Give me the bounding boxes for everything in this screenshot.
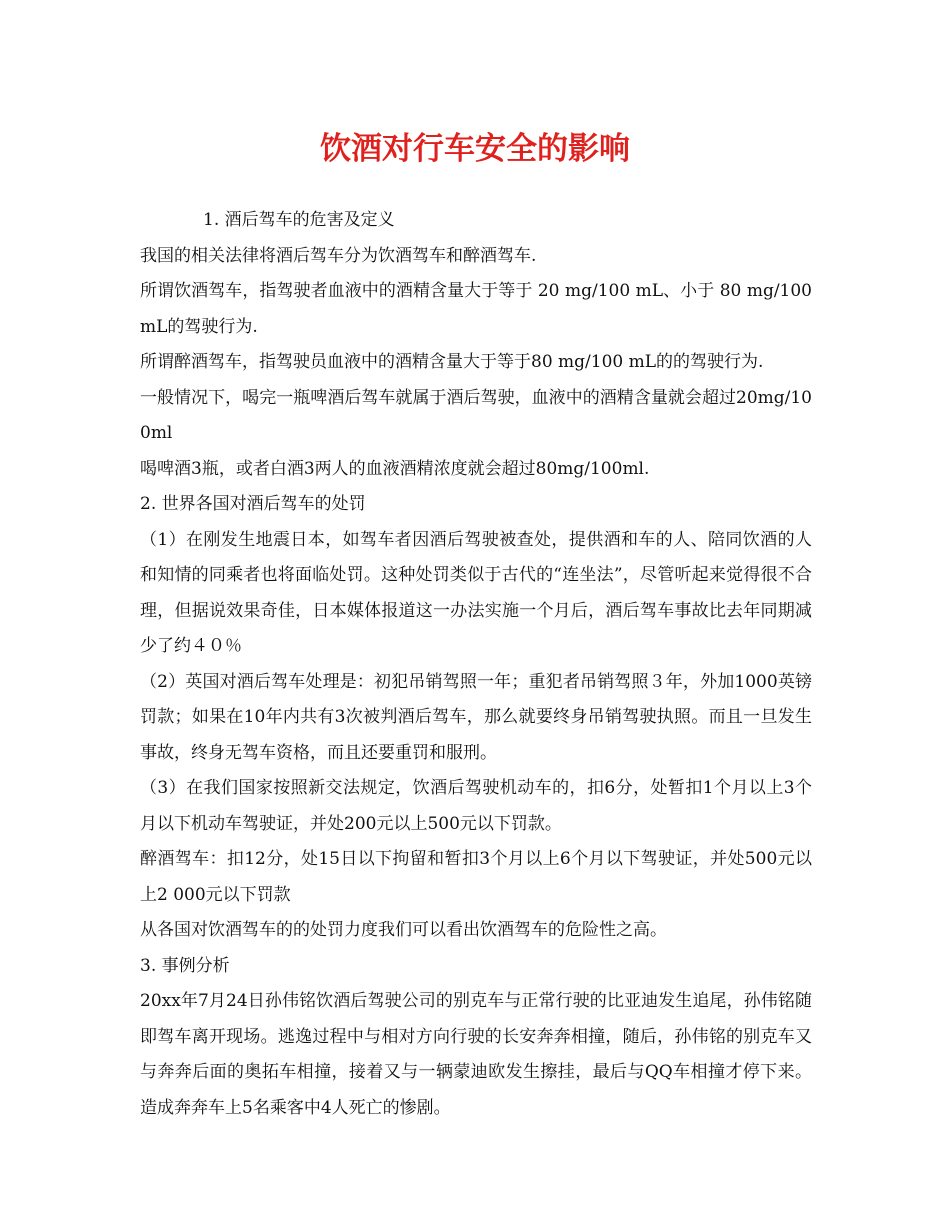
section-heading-2: 2. 世界各国对酒后驾车的处罚 — [140, 494, 366, 514]
paragraph: （1）在刚发生地震日本，如驾车者因酒后驾驶被查处，提供酒和车的人、陪同饮酒的人和知情的同乘者也将面临处罚。这种处罚类似于古代的“连坐法”，尽管听起来觉得很不合理，但据说效果奇佳，日本媒体报道这一办法实施一个月后，酒后驾车事故比去年同期减少了约４０％ — [140, 529, 812, 656]
paragraph: 醉酒驾车：扣12分，处15日以下拘留和暂扣3个月以上6个月以下驾驶证，并处500元以上2 000元以下罚款 — [140, 849, 812, 905]
document-body — [140, 203, 812, 1126]
section-heading-3: 3. 事例分析 — [140, 955, 230, 976]
paragraph: 所谓醉酒驾车，指驾驶员血液中的酒精含量大于等于80 mg/100 mL的的驾驶行为. — [140, 352, 764, 372]
paragraph: 一般情况下，喝完一瓶啤酒后驾车就属于酒后驾驶，血液中的酒精含量就会超过20mg/100ml — [140, 387, 812, 443]
paragraph: 喝啤酒3瓶，或者白酒3两人的血液酒精浓度就会超过80mg/100ml. — [140, 458, 650, 479]
section-heading-1: 1. 酒后驾车的危害及定义 — [203, 210, 395, 230]
document-title: 饮酒对行车安全的影响 — [320, 131, 630, 167]
paragraph: 20xx年7月24日孙伟铭饮酒后驾驶公司的别克车与正常行驶的比亚迪发生追尾，孙伟铭随即驾车离开现场。逃逸过程中与相对方向行驶的长安奔奔相撞，随后，孙伟铭的别克车又与奔奔后面的奥拓车相撞，接着又与一辆蒙迪欧发生擦挂，最后与QQ车相撞才停下来。造成奔奔车上5名乘客中4人死亡的惨剧。 — [140, 991, 812, 1118]
paragraph: （3）在我们国家按照新交法规定，饮酒后驾驶机动车的，扣6分，处暂扣1个月以上3个月以下机动车驾驶证，并处200元以上500元以下罚款。 — [140, 778, 812, 834]
paragraph: （2）英国对酒后驾车处理是：初犯吊销驾照一年；重犯者吊销驾照３年，外加1000英镑罚款；如果在10年内共有3次被判酒后驾车，那么就要终身吊销驾驶执照。而且一旦发生事故，终身无驾车资格，而且还要重罚和服刑。 — [140, 671, 812, 763]
paragraph: 所谓饮酒驾车，指驾驶者血液中的酒精含量大于等于 20 mg/100 mL、小于 80 mg/100 mL的驾驶行为. — [140, 281, 812, 337]
paragraph: 我国的相关法律将酒后驾车分为饮酒驾车和醉酒驾车. — [140, 245, 537, 266]
paragraph: 从各国对饮酒驾车的的处罚力度我们可以看出饮酒驾车的危险性之高。 — [140, 920, 667, 940]
